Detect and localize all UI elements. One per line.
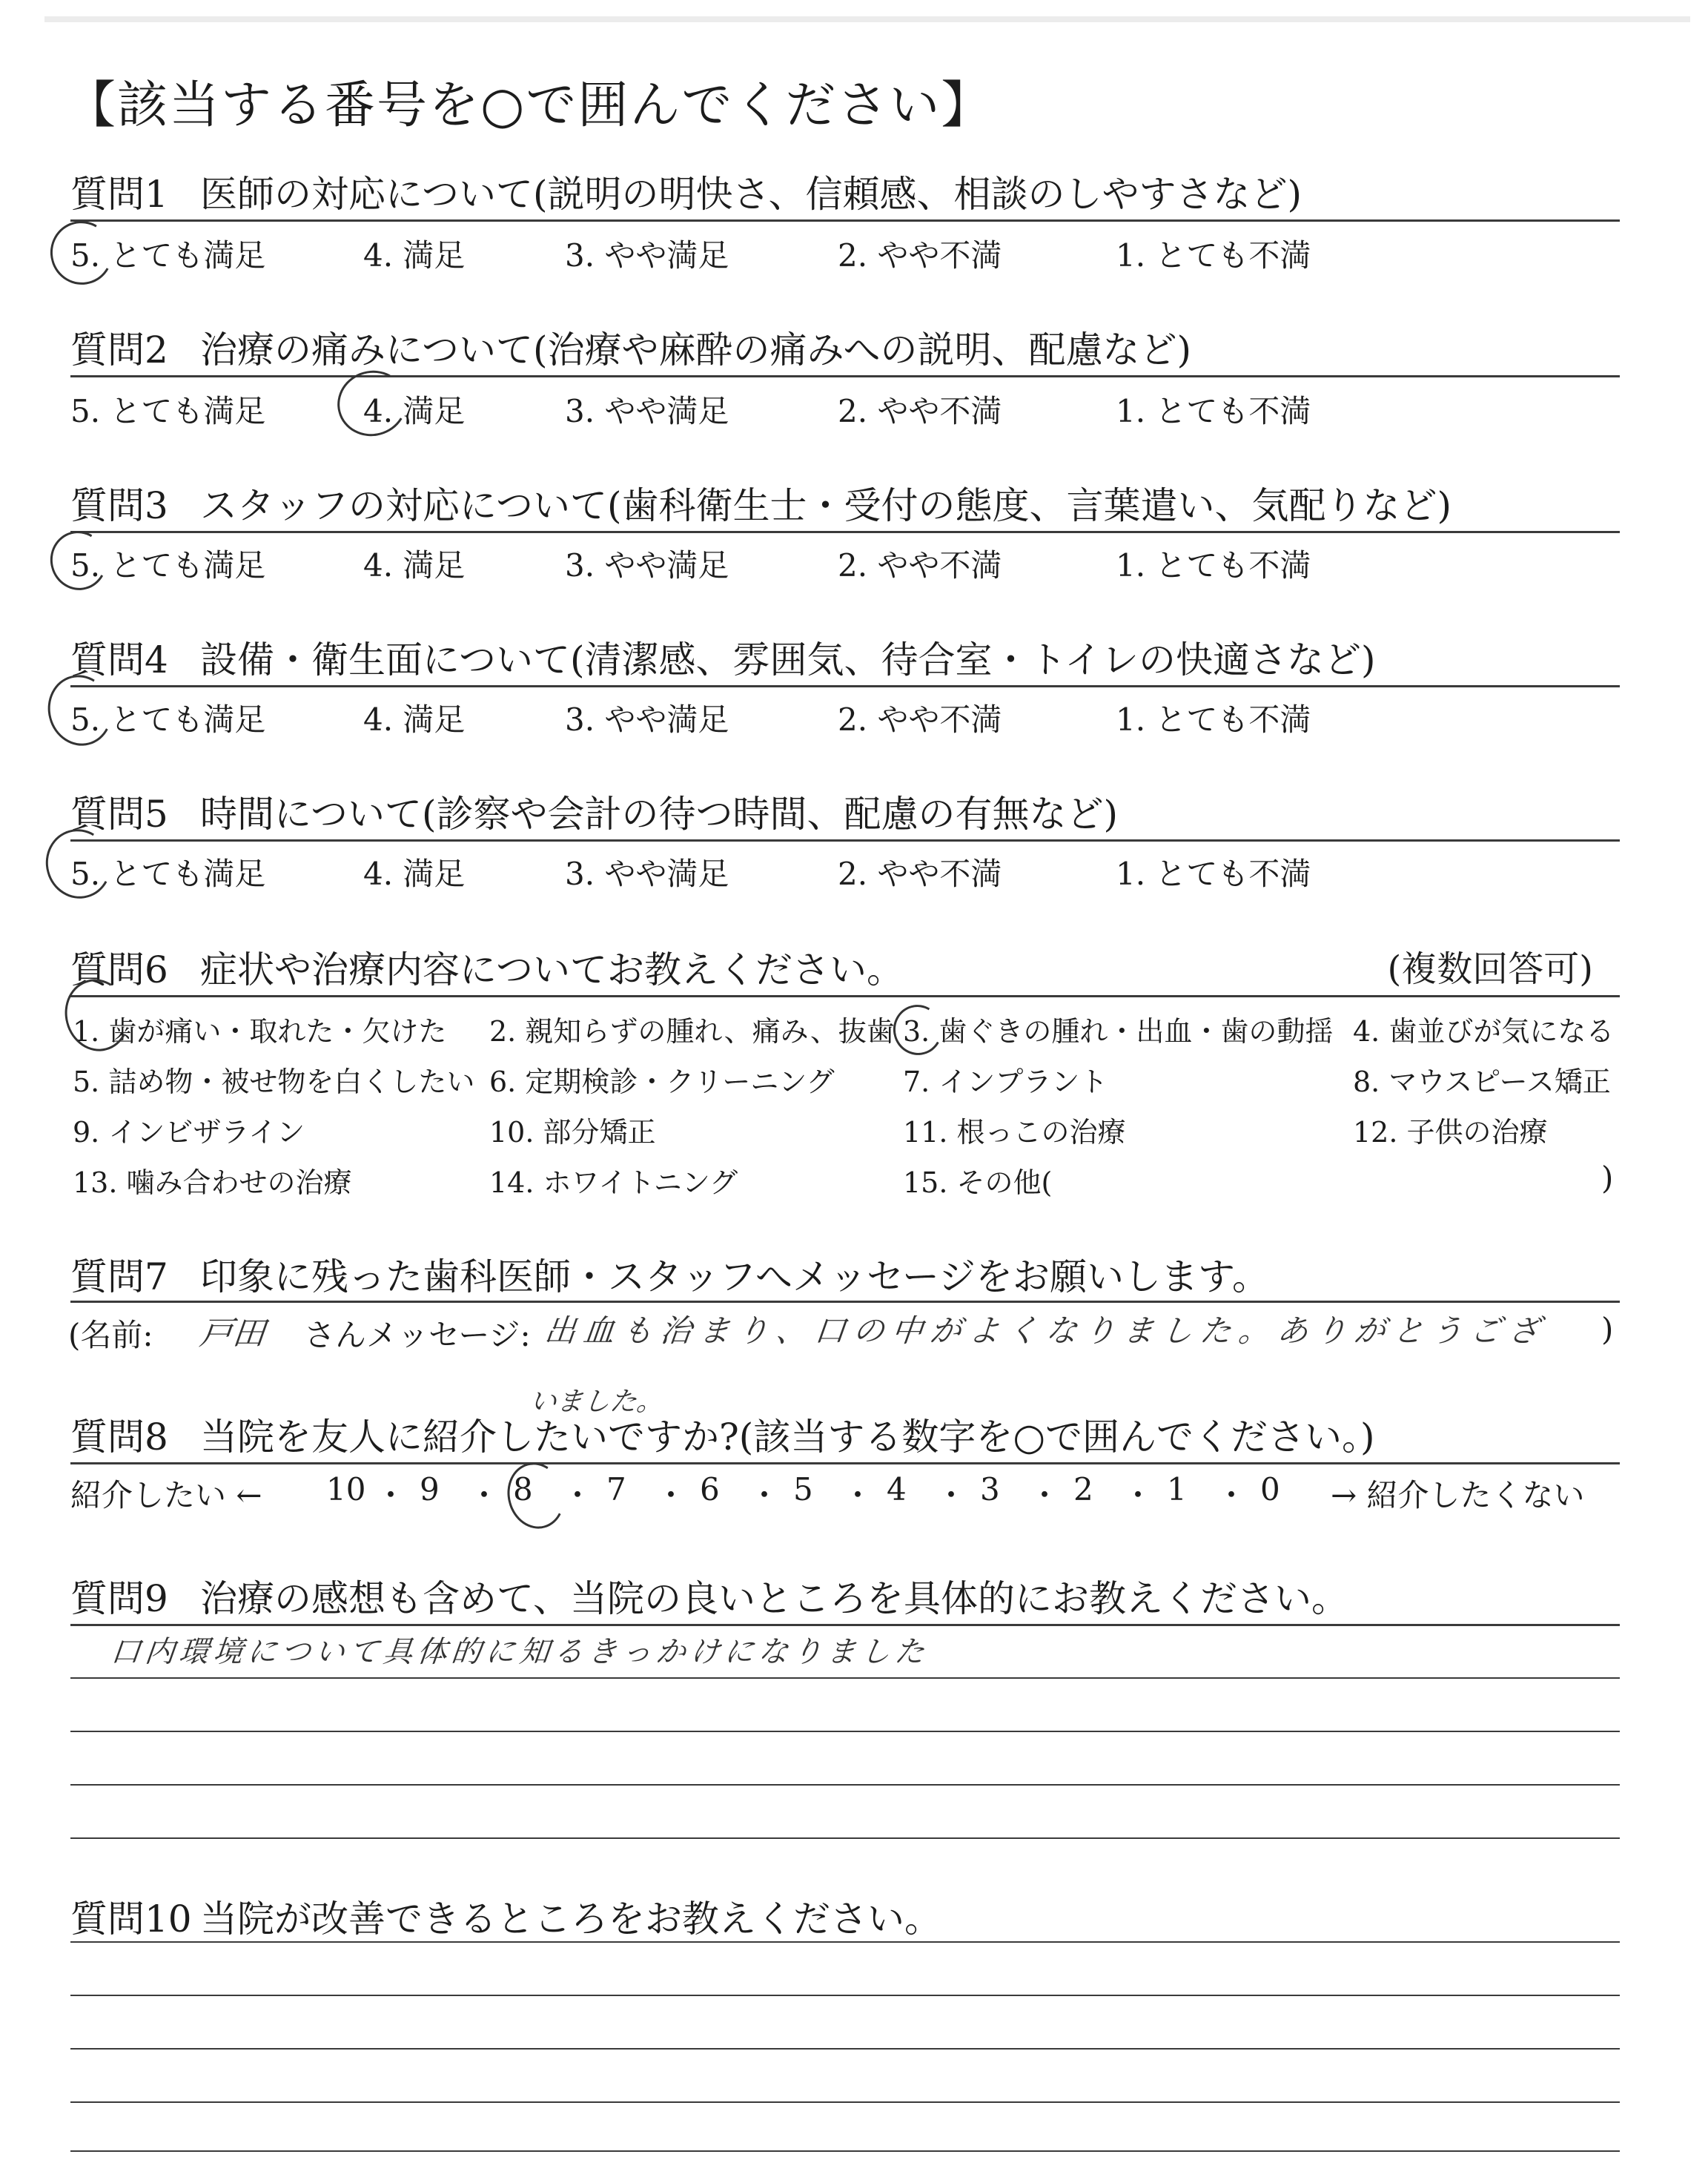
q10-answer-line[interactable] bbox=[70, 1995, 1620, 1996]
q2-option-1[interactable]: 1. とても不満 bbox=[1116, 393, 1311, 429]
q7-name-value[interactable]: 戸田 bbox=[197, 1315, 268, 1353]
q5-option-4[interactable]: 4. 満足 bbox=[363, 856, 466, 892]
q4-option-1[interactable]: 1. とても不満 bbox=[1116, 701, 1311, 738]
q1-option-4[interactable]: 4. 満足 bbox=[363, 237, 466, 274]
q8-scale-value-2[interactable]: 2 bbox=[1073, 1471, 1093, 1507]
question-5: 質問5 時間について(診察や会計の待つ時間、配慮の有無など) bbox=[70, 793, 1119, 836]
q8-scale-separator: ・ bbox=[842, 1477, 874, 1513]
q2-option-2[interactable]: 2. やや不満 bbox=[838, 393, 1002, 429]
q2-option-4[interactable]: 4. 満足 bbox=[363, 393, 466, 429]
q9-answer-line[interactable] bbox=[70, 1837, 1620, 1839]
question-4-rule bbox=[70, 685, 1620, 687]
q8-scale-separator: ・ bbox=[375, 1477, 407, 1513]
question-7: 質問7 印象に残った歯科医師・スタッフへメッセージをお願いします。 bbox=[70, 1255, 1269, 1298]
q9-answer-line[interactable] bbox=[70, 1677, 1620, 1679]
q8-left-label: 紹介したい ← bbox=[70, 1477, 262, 1513]
q1-selection-circle bbox=[43, 214, 119, 292]
q5-option-2[interactable]: 2. やや不満 bbox=[838, 856, 1002, 892]
scan-top-edge bbox=[44, 16, 1690, 22]
question-2: 質問2 治療の痛みについて(治療や麻酔の痛みへの説明、配慮など) bbox=[70, 328, 1192, 371]
q2-option-5[interactable]: 5. とても満足 bbox=[70, 393, 266, 429]
q3-option-1[interactable]: 1. とても不満 bbox=[1116, 547, 1311, 584]
q4-option-3[interactable]: 3. やや満足 bbox=[565, 701, 729, 738]
page-title: 【該当する番号を○で囲んでください】 bbox=[65, 76, 993, 135]
multiple-answers-note: (複数回答可) bbox=[1387, 948, 1593, 990]
question-8-rule bbox=[70, 1462, 1620, 1464]
q3-option-2[interactable]: 2. やや不満 bbox=[838, 547, 1002, 584]
q6-option-7[interactable]: 7. インプラント bbox=[903, 1066, 1108, 1098]
q2-option-3[interactable]: 3. やや満足 bbox=[565, 393, 729, 429]
q8-scale-value-4[interactable]: 4 bbox=[887, 1471, 907, 1507]
q10-answer-line[interactable] bbox=[70, 2150, 1620, 2152]
q9-answer[interactable]: 口内環境について具体的に知るきっかけになりました bbox=[109, 1635, 931, 1669]
q1-option-2[interactable]: 2. やや不満 bbox=[838, 237, 1002, 274]
question-7-rule bbox=[70, 1301, 1620, 1303]
question-1: 質問1 医師の対応について(説明の明快さ、信頼感、相談のしやすさなど) bbox=[70, 173, 1302, 216]
question-10: 質問10 当院が改善できるところをお教えください。 bbox=[70, 1898, 941, 1941]
question-3-rule bbox=[70, 531, 1620, 533]
q3-option-3[interactable]: 3. やや満足 bbox=[565, 547, 729, 584]
q6-option-11[interactable]: 11. 根っこの治療 bbox=[903, 1116, 1126, 1149]
q8-scale-value-9[interactable]: 9 bbox=[420, 1471, 440, 1507]
q6-option-14[interactable]: 14. ホワイトニング bbox=[489, 1166, 738, 1199]
q8-scale-separator: ・ bbox=[1122, 1477, 1154, 1513]
q8-scale-separator: ・ bbox=[1029, 1477, 1061, 1513]
q1-option-3[interactable]: 3. やや満足 bbox=[565, 237, 729, 274]
q4-option-2[interactable]: 2. やや不満 bbox=[838, 701, 1002, 738]
question-9: 質問9 治療の感想も含めて、当院の良いところを具体的にお教えください。 bbox=[70, 1577, 1348, 1620]
q8-scale-separator: ・ bbox=[749, 1477, 781, 1513]
question-8: 質問8 当院を友人に紹介したいですか?(該当する数字を○で囲んでください。) bbox=[70, 1416, 1375, 1459]
q7-message-value[interactable]: 出血も治まり、口の中がよくなりました。ありがとうござ bbox=[543, 1312, 1549, 1349]
q6-option-9[interactable]: 9. インビザライン bbox=[73, 1116, 305, 1149]
q6-option-2[interactable]: 2. 親知らずの腫れ、痛み、抜歯 bbox=[489, 1015, 895, 1048]
q8-scale-separator: ・ bbox=[655, 1477, 687, 1513]
q8-scale-separator: ・ bbox=[562, 1477, 594, 1513]
q6-other-close-paren: ) bbox=[1601, 1160, 1614, 1196]
q5-option-5[interactable]: 5. とても満足 bbox=[70, 856, 266, 892]
q10-answer-line[interactable] bbox=[70, 2101, 1620, 2103]
q8-scale-separator: ・ bbox=[469, 1477, 500, 1513]
q6-option-1[interactable]: 1. 歯が痛い・取れた・欠けた bbox=[73, 1015, 447, 1048]
q9-answer-line[interactable] bbox=[70, 1731, 1620, 1732]
question-4: 質問4 設備・衛生面について(清潔感、雰囲気、待合室・トイレの快適さなど) bbox=[70, 638, 1376, 681]
question-9-rule bbox=[70, 1624, 1620, 1626]
q7-close-paren: ) bbox=[1601, 1311, 1614, 1347]
q9-answer-line[interactable] bbox=[70, 1784, 1620, 1786]
q6-option-8[interactable]: 8. マウスピース矯正 bbox=[1353, 1066, 1611, 1098]
question-3: 質問3 スタッフの対応について(歯科衛生士・受付の態度、言葉遣い、気配りなど) bbox=[70, 484, 1452, 527]
q10-answer-line[interactable] bbox=[70, 1941, 1620, 1943]
q10-answer-line[interactable] bbox=[70, 2048, 1620, 2050]
q6-option-6[interactable]: 6. 定期検診・クリーニング bbox=[489, 1066, 835, 1098]
q6-option-5[interactable]: 5. 詰め物・被せ物を白くしたい bbox=[73, 1066, 475, 1098]
q8-scale-value-3[interactable]: 3 bbox=[980, 1471, 1000, 1507]
question-1-rule bbox=[70, 219, 1620, 222]
q6-option-15[interactable]: 15. その他( bbox=[903, 1166, 1053, 1199]
q6-option-10[interactable]: 10. 部分矯正 bbox=[489, 1116, 656, 1149]
q4-option-5[interactable]: 5. とても満足 bbox=[70, 701, 266, 738]
q8-scale-value-5[interactable]: 5 bbox=[793, 1471, 813, 1507]
q6-option-3[interactable]: 3. 歯ぐきの腫れ・出血・歯の動揺 bbox=[903, 1015, 1334, 1048]
q6-option-13[interactable]: 13. 噛み合わせの治療 bbox=[73, 1166, 352, 1199]
q1-option-5[interactable]: 5. とても満足 bbox=[70, 237, 266, 274]
q8-scale-value-0[interactable]: 0 bbox=[1260, 1471, 1280, 1507]
q8-scale-value-7[interactable]: 7 bbox=[606, 1471, 626, 1507]
q8-scale-separator: ・ bbox=[1216, 1477, 1248, 1513]
question-5-rule bbox=[70, 839, 1620, 842]
q7-message-continuation: いました。 bbox=[528, 1387, 665, 1417]
q8-scale-value-6[interactable]: 6 bbox=[700, 1471, 720, 1507]
question-6-rule bbox=[70, 995, 1620, 997]
q7-name-label: (名前: bbox=[68, 1317, 153, 1353]
q6-option-12[interactable]: 12. 子供の治療 bbox=[1353, 1116, 1548, 1149]
q8-right-label: → 紹介したくない bbox=[1331, 1477, 1585, 1513]
q1-option-1[interactable]: 1. とても不満 bbox=[1116, 237, 1311, 274]
q5-option-1[interactable]: 1. とても不満 bbox=[1116, 856, 1311, 892]
q5-option-3[interactable]: 3. やや満足 bbox=[565, 856, 729, 892]
question-2-rule bbox=[70, 375, 1620, 377]
q8-scale-value-8[interactable]: 8 bbox=[513, 1471, 533, 1507]
q3-option-4[interactable]: 4. 満足 bbox=[363, 547, 466, 584]
q8-scale-value-1[interactable]: 1 bbox=[1167, 1471, 1187, 1507]
q8-scale-separator: ・ bbox=[936, 1477, 967, 1513]
q4-option-4[interactable]: 4. 満足 bbox=[363, 701, 466, 738]
q7-message-label: さんメッセージ: bbox=[304, 1317, 531, 1353]
q8-selection-circle bbox=[500, 1456, 572, 1536]
q8-scale-value-10[interactable]: 10 bbox=[326, 1471, 366, 1507]
q6-option-4[interactable]: 4. 歯並びが気になる bbox=[1353, 1015, 1615, 1048]
q3-option-5[interactable]: 5. とても満足 bbox=[70, 547, 266, 584]
question-6: 質問6 症状や治療内容についてお教えください。 bbox=[70, 948, 904, 991]
